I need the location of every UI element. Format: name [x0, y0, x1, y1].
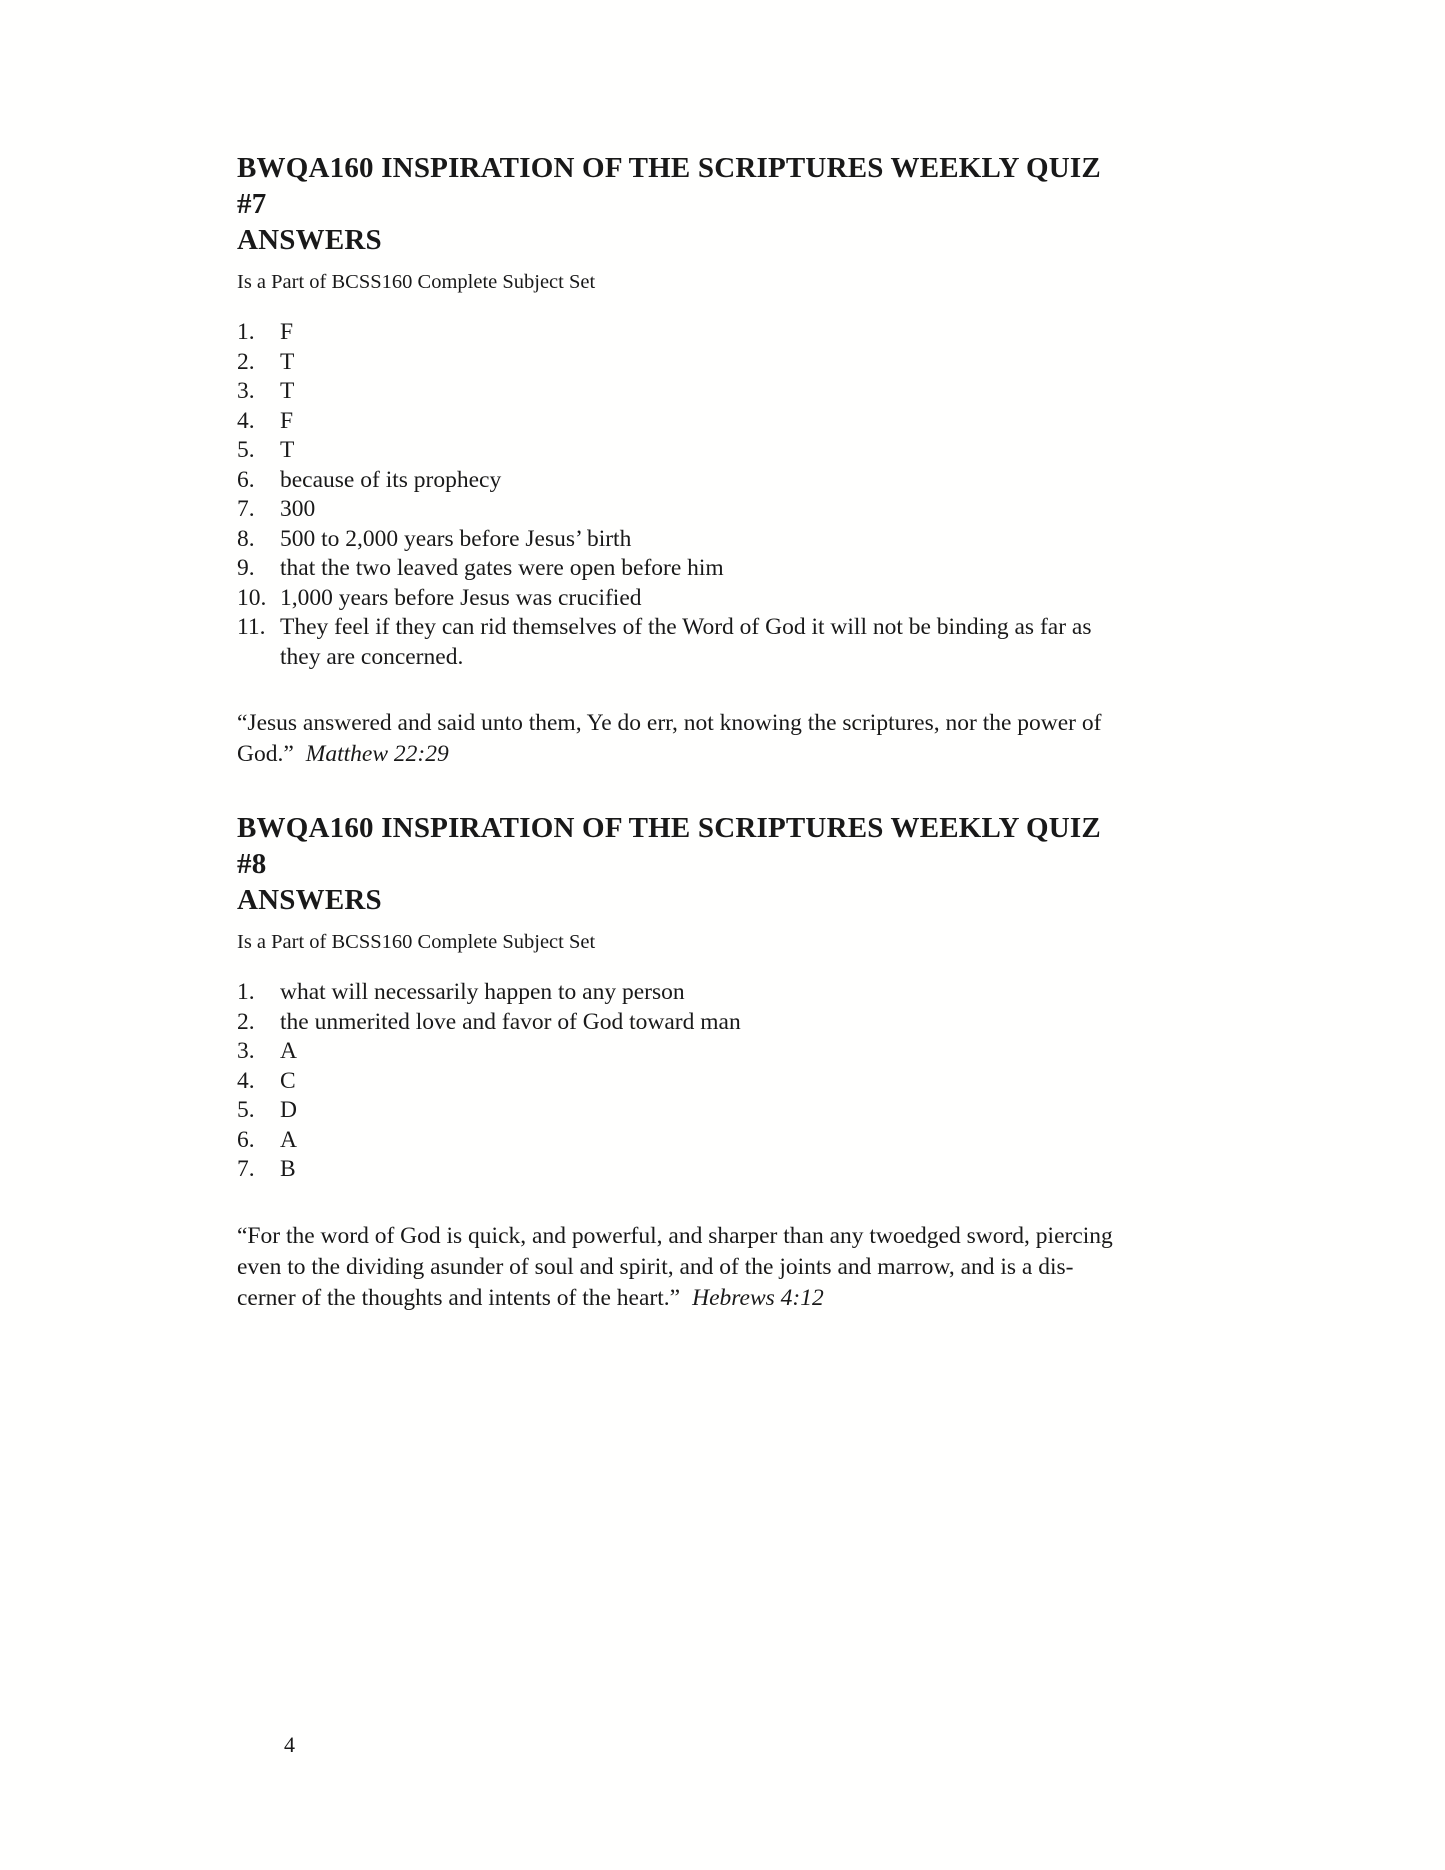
answer-text: F: [280, 407, 294, 434]
quiz8-answer-list: [237, 978, 1127, 1185]
answer-number: 8.: [237, 525, 255, 552]
quiz7-title-line2: ANSWERS: [237, 224, 382, 256]
answer-item: [237, 978, 1127, 1008]
answer-number: 7.: [237, 1156, 255, 1182]
answer-item: [237, 1067, 1127, 1097]
answer-number: 4.: [237, 407, 255, 434]
quiz7-scripture-quote: [237, 708, 1127, 770]
answer-item: [237, 584, 1127, 614]
scripture-reference: Hebrews 4:12: [692, 1284, 824, 1311]
quiz7-title-line1: BWQA160 INSPIRATION OF THE SCRIPTURES WEEKLY QUIZ #7: [237, 152, 1101, 220]
answer-text: T: [280, 378, 295, 404]
answer-item: [237, 1126, 1127, 1156]
answer-text: T: [280, 348, 295, 375]
quiz8-title: [237, 810, 1127, 918]
quote-line: even to the dividing asunder of soul and spirit, and of the joints and marrow, and is a dis-: [237, 1253, 1074, 1280]
quiz7-subtitle: Is a Part of BCSS160 Complete Subject Set: [237, 271, 596, 293]
answer-item: [237, 407, 1127, 437]
quiz7-answer-list: [237, 318, 1127, 672]
answer-text: 1,000 years before Jesus was crucified: [280, 584, 642, 611]
answer-text: A: [280, 1126, 297, 1153]
quiz8-title-line1: BWQA160 INSPIRATION OF THE SCRIPTURES WEEKLY QUIZ #8: [237, 812, 1101, 880]
answer-item: [237, 318, 1127, 348]
answer-text: A: [280, 1038, 297, 1064]
answer-number: 2.: [237, 348, 255, 375]
answer-item: [237, 554, 1127, 584]
answer-item: [237, 348, 1127, 378]
answer-item: [237, 466, 1127, 496]
answer-number: 7.: [237, 496, 255, 522]
answer-number: 5.: [237, 1097, 255, 1123]
answer-number: 1.: [237, 319, 255, 345]
answer-text: T: [280, 437, 295, 463]
page-content: [237, 150, 1127, 1314]
answer-number: 6.: [237, 1126, 255, 1153]
answer-number: 2.: [237, 1008, 255, 1035]
answer-text: what will necessarily happen to any person: [280, 979, 685, 1005]
answer-number: 3.: [237, 1038, 255, 1064]
answer-text: 300: [280, 496, 316, 522]
answer-number: 9.: [237, 555, 255, 581]
quiz8-title-line2: ANSWERS: [237, 884, 382, 916]
answer-item: [237, 613, 1127, 672]
answer-number: 11.: [237, 614, 266, 640]
answer-text: D: [280, 1097, 297, 1123]
quiz8-subtitle: Is a Part of BCSS160 Complete Subject Set: [237, 931, 596, 953]
answer-number: 3.: [237, 378, 255, 404]
answer-item: [237, 1096, 1127, 1126]
answer-text: 500 to 2,000 years before Jesus’ birth: [280, 525, 632, 552]
answer-text: the unmerited love and favor of God toward man: [280, 1008, 741, 1035]
scripture-reference: Matthew 22:29: [305, 741, 449, 767]
quiz8-scripture-quote: [237, 1221, 1127, 1314]
quote-line: [237, 739, 1127, 770]
answer-item: [237, 495, 1127, 525]
quote-line: “Jesus answered and said unto them, Ye do err, not knowing the scriptures, nor the power of: [237, 710, 1102, 736]
answer-text: B: [280, 1156, 296, 1182]
answer-number: 6.: [237, 466, 255, 493]
answer-text: because of its prophecy: [280, 466, 502, 493]
answer-item: [237, 1037, 1127, 1067]
answer-number: 10.: [237, 584, 267, 611]
quiz7-section: [237, 150, 1127, 770]
answer-item: [237, 1008, 1127, 1038]
quiz8-section: [237, 810, 1127, 1314]
answer-text: F: [280, 319, 294, 345]
answer-number: 5.: [237, 437, 255, 463]
quote-line-text: God.”: [237, 741, 294, 767]
quote-line: [237, 1283, 1127, 1314]
quote-line-text: cerner of the thoughts and intents of the heart.”: [237, 1284, 681, 1311]
answer-item: [237, 377, 1127, 407]
answer-number: 1.: [237, 979, 255, 1005]
answer-number: 4.: [237, 1067, 255, 1094]
answer-text: They feel if they can rid themselves of the Word of God it will not be binding as far as they are concerned.: [280, 614, 1092, 670]
answer-item: [237, 1155, 1127, 1185]
page-number: 4: [284, 1732, 295, 1757]
quiz7-title: [237, 150, 1127, 258]
answer-item: [237, 525, 1127, 555]
answer-text: that the two leaved gates were open before him: [280, 555, 724, 581]
quote-line: “For the word of God is quick, and powerful, and sharper than any twoedged sword, piercing: [237, 1222, 1113, 1249]
answer-text: C: [280, 1067, 296, 1094]
answer-item: [237, 436, 1127, 466]
